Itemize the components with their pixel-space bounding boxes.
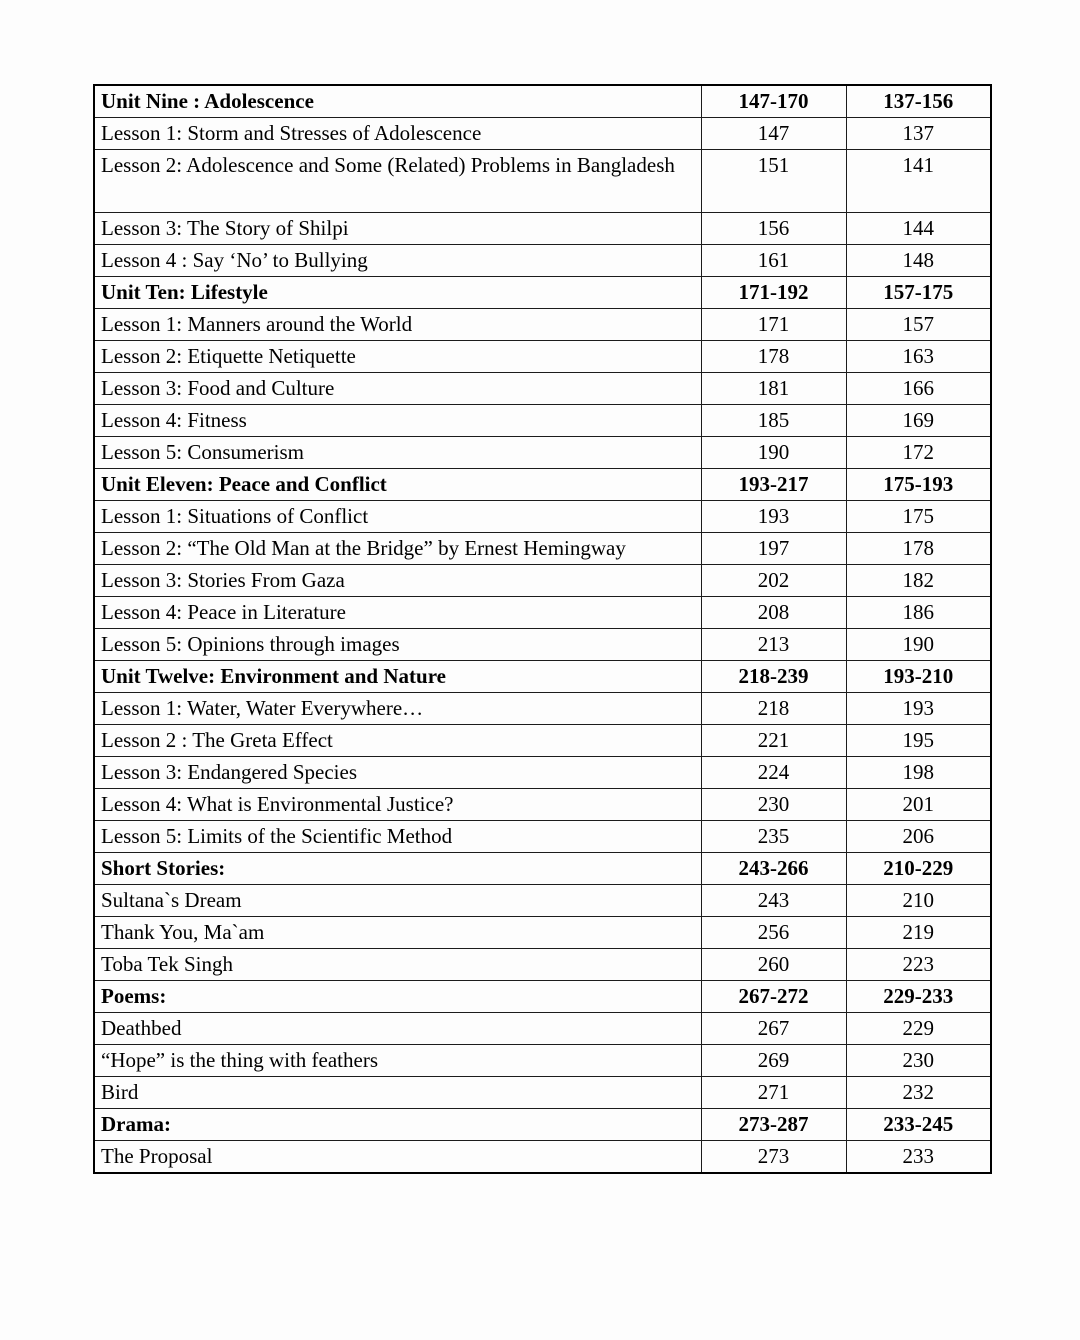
pages-col-b: 193: [846, 693, 991, 725]
pages-col-b: 195: [846, 725, 991, 757]
table-row: [94, 1045, 991, 1077]
row-title: Unit Twelve: Environment and Nature: [94, 661, 701, 693]
pages-col-b: 157: [846, 309, 991, 341]
pages-col-b: 141: [846, 150, 991, 213]
toc-body: [94, 85, 991, 1173]
table-row: [94, 1077, 991, 1109]
pages-col-b: 175-193: [846, 469, 991, 501]
row-title: Lesson 4 : Say ‘No’ to Bullying: [94, 245, 701, 277]
table-row: [94, 533, 991, 565]
pages-col-a: 218-239: [701, 661, 846, 693]
table-row: [94, 118, 991, 150]
pages-col-b: 210: [846, 885, 991, 917]
table-row: [94, 501, 991, 533]
section-header-row: [94, 661, 991, 693]
row-title: Lesson 1: Water, Water Everywhere…: [94, 693, 701, 725]
pages-col-a: 185: [701, 405, 846, 437]
pages-col-b: 198: [846, 757, 991, 789]
pages-col-a: 202: [701, 565, 846, 597]
pages-col-a: 218: [701, 693, 846, 725]
pages-col-b: 233-245: [846, 1109, 991, 1141]
pages-col-a: 267-272: [701, 981, 846, 1013]
row-title: Lesson 2: “The Old Man at the Bridge” by Ernest Hemingway: [94, 533, 701, 565]
pages-col-b: 223: [846, 949, 991, 981]
row-title: Deathbed: [94, 1013, 701, 1045]
table-row: [94, 949, 991, 981]
pages-col-a: 181: [701, 373, 846, 405]
row-title: Sultana`s Dream: [94, 885, 701, 917]
row-title: Lesson 4: Fitness: [94, 405, 701, 437]
section-header-row: [94, 853, 991, 885]
row-title: Lesson 3: Stories From Gaza: [94, 565, 701, 597]
row-title: Lesson 4: Peace in Literature: [94, 597, 701, 629]
pages-col-b: 178: [846, 533, 991, 565]
pages-col-a: 208: [701, 597, 846, 629]
table-row: [94, 341, 991, 373]
pages-col-a: 147-170: [701, 85, 846, 118]
pages-col-b: 230: [846, 1045, 991, 1077]
table-row: [94, 309, 991, 341]
table-row: [94, 1013, 991, 1045]
table-row: [94, 437, 991, 469]
table-row: [94, 565, 991, 597]
row-title: Unit Nine : Adolescence: [94, 85, 701, 118]
row-title: Short Stories:: [94, 853, 701, 885]
table-row: [94, 789, 991, 821]
pages-col-a: 171-192: [701, 277, 846, 309]
pages-col-b: 157-175: [846, 277, 991, 309]
pages-col-b: 144: [846, 213, 991, 245]
pages-col-a: 151: [701, 150, 846, 213]
table-row: [94, 373, 991, 405]
pages-col-b: 182: [846, 565, 991, 597]
pages-col-a: 224: [701, 757, 846, 789]
row-title: Lesson 3: Endangered Species: [94, 757, 701, 789]
pages-col-a: 230: [701, 789, 846, 821]
pages-col-a: 256: [701, 917, 846, 949]
table-row: [94, 693, 991, 725]
pages-col-b: 137-156: [846, 85, 991, 118]
table-row: [94, 821, 991, 853]
row-title: Thank You, Ma`am: [94, 917, 701, 949]
table-row: [94, 150, 991, 213]
row-title: Lesson 3: The Story of Shilpi: [94, 213, 701, 245]
pages-col-a: 213: [701, 629, 846, 661]
pages-col-a: 161: [701, 245, 846, 277]
row-title: The Proposal: [94, 1141, 701, 1174]
table-row: [94, 725, 991, 757]
pages-col-a: 273: [701, 1141, 846, 1174]
pages-col-b: 232: [846, 1077, 991, 1109]
row-title: Lesson 1: Situations of Conflict: [94, 501, 701, 533]
row-title: Lesson 2: Adolescence and Some (Related) Problems in Bangladesh: [94, 150, 701, 213]
pages-col-a: 267: [701, 1013, 846, 1045]
pages-col-b: 229-233: [846, 981, 991, 1013]
row-title: Unit Ten: Lifestyle: [94, 277, 701, 309]
table-row: [94, 597, 991, 629]
pages-col-b: 137: [846, 118, 991, 150]
row-title: Lesson 4: What is Environmental Justice?: [94, 789, 701, 821]
row-title: Unit Eleven: Peace and Conflict: [94, 469, 701, 501]
pages-col-b: 163: [846, 341, 991, 373]
pages-col-b: 166: [846, 373, 991, 405]
pages-col-b: 229: [846, 1013, 991, 1045]
pages-col-a: 221: [701, 725, 846, 757]
table-row: [94, 245, 991, 277]
pages-col-a: 193: [701, 501, 846, 533]
pages-col-a: 243: [701, 885, 846, 917]
pages-col-b: 186: [846, 597, 991, 629]
pages-col-b: 169: [846, 405, 991, 437]
row-title: Bird: [94, 1077, 701, 1109]
table-row: [94, 917, 991, 949]
pages-col-a: 197: [701, 533, 846, 565]
section-header-row: [94, 277, 991, 309]
pages-col-a: 156: [701, 213, 846, 245]
pages-col-a: 269: [701, 1045, 846, 1077]
pages-col-b: 175: [846, 501, 991, 533]
row-title: Lesson 2 : The Greta Effect: [94, 725, 701, 757]
pages-col-a: 271: [701, 1077, 846, 1109]
row-title: Lesson 5: Consumerism: [94, 437, 701, 469]
pages-col-a: 171: [701, 309, 846, 341]
table-row: [94, 405, 991, 437]
pages-col-b: 193-210: [846, 661, 991, 693]
section-header-row: [94, 981, 991, 1013]
section-header-row: [94, 85, 991, 118]
pages-col-b: 219: [846, 917, 991, 949]
pages-col-a: 193-217: [701, 469, 846, 501]
pages-col-a: 190: [701, 437, 846, 469]
pages-col-b: 233: [846, 1141, 991, 1174]
section-header-row: [94, 1109, 991, 1141]
table-of-contents: [93, 84, 992, 1174]
pages-col-b: 206: [846, 821, 991, 853]
table-row: [94, 757, 991, 789]
pages-col-a: 147: [701, 118, 846, 150]
pages-col-b: 190: [846, 629, 991, 661]
table-row: [94, 1141, 991, 1174]
row-title: Poems:: [94, 981, 701, 1013]
row-title: Toba Tek Singh: [94, 949, 701, 981]
pages-col-a: 273-287: [701, 1109, 846, 1141]
row-title: “Hope” is the thing with feathers: [94, 1045, 701, 1077]
pages-col-a: 243-266: [701, 853, 846, 885]
row-title: Lesson 1: Manners around the World: [94, 309, 701, 341]
pages-col-a: 178: [701, 341, 846, 373]
section-header-row: [94, 469, 991, 501]
pages-col-b: 201: [846, 789, 991, 821]
table-row: [94, 885, 991, 917]
row-title: Drama:: [94, 1109, 701, 1141]
pages-col-a: 260: [701, 949, 846, 981]
pages-col-b: 148: [846, 245, 991, 277]
pages-col-b: 210-229: [846, 853, 991, 885]
row-title: Lesson 5: Limits of the Scientific Method: [94, 821, 701, 853]
table-row: [94, 629, 991, 661]
row-title: Lesson 5: Opinions through images: [94, 629, 701, 661]
pages-col-a: 235: [701, 821, 846, 853]
table-row: [94, 213, 991, 245]
row-title: Lesson 3: Food and Culture: [94, 373, 701, 405]
row-title: Lesson 2: Etiquette Netiquette: [94, 341, 701, 373]
pages-col-b: 172: [846, 437, 991, 469]
row-title: Lesson 1: Storm and Stresses of Adolescence: [94, 118, 701, 150]
